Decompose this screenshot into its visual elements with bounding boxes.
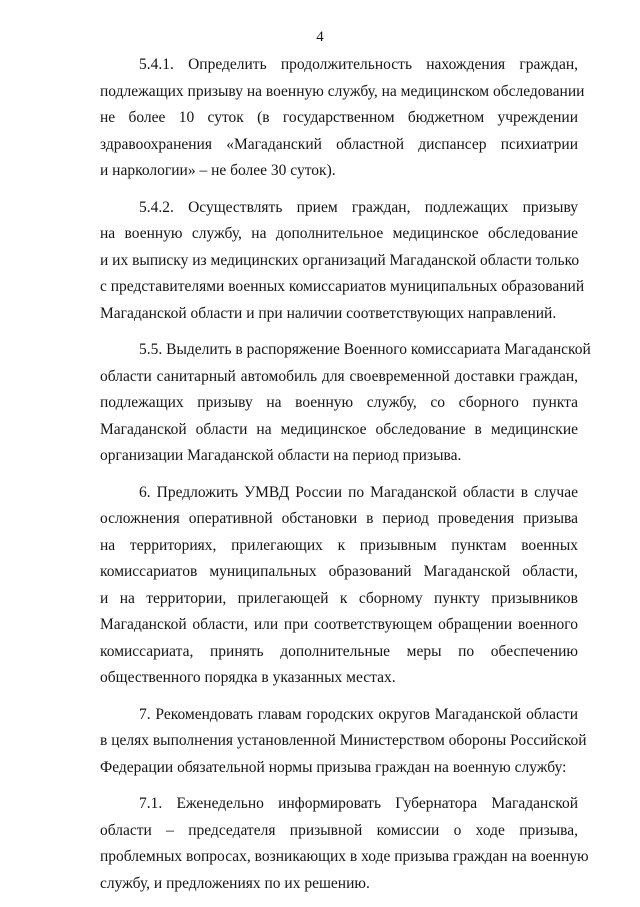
text-line: области санитарный автомобиль для своевременной доставки граждан, [100, 367, 578, 385]
text-line: здравоохранения «Магаданский областной диспансер психиатрии [100, 135, 578, 153]
page-number: 4 [316, 29, 324, 45]
paragraph-5-4-1 [100, 52, 585, 185]
text-line: 5.4.2. Осуществлять прием граждан, подлежащих призыву [139, 198, 578, 216]
text-line: в целях выполнения установленной Министерством обороны Российской [100, 732, 587, 749]
text-line: подлежащих призыву на военную службу, со сборного пункта [100, 394, 578, 411]
text-line: Федерации обязательной нормы призыва граждан на военную службу: [100, 758, 567, 776]
text-line: 7. Рекомендовать главам городских округов Магаданской области [139, 705, 578, 723]
text-line: комиссариата, принять дополнительные меры по обеспечению [100, 642, 578, 660]
text-line: 6. Предложить УМВД России по Магаданской области в случае [139, 483, 578, 501]
text-line: области – председателя призывной комиссии о ходе призыва, [100, 821, 578, 839]
text-line: 5.5. Выделить в распоряжение Военного комиссариата Магаданской [139, 341, 591, 358]
paragraph-6 [100, 480, 578, 692]
text-line: с представителями военных комиссариатов муниципальных образований [100, 278, 585, 295]
text-line: проблемных вопросах, возникающих в ходе призыва граждан на военную [100, 848, 589, 865]
text-line: 7.1. Еженедельно информировать Губернатора Магаданской [139, 795, 578, 812]
paragraph-5-4-2 [100, 195, 585, 328]
text-line: и их выписку из медицинских организаций Магаданской области только [100, 251, 580, 269]
text-line: и на территории, прилегающей к сборному пункту призывников [100, 589, 578, 607]
paragraph-5-5 [100, 337, 591, 470]
paragraph-7-1 [100, 791, 589, 897]
document-body [100, 52, 591, 907]
text-line: подлежащих призыву на военную службу, на медицинском обследовании [100, 82, 585, 100]
text-line: на военную службу, на дополнительное медицинское обследование [100, 225, 578, 242]
text-line: на территориях, прилегающих к призывным пунктам военных [100, 536, 578, 554]
text-line: 5.4.1. Определить продолжительность нахождения граждан, [139, 56, 578, 73]
text-line: не более 10 суток (в государственном бюджетном учреждении [100, 109, 578, 126]
text-line: Магаданской области, или при соответствующем обращении военного [100, 616, 578, 633]
text-line: и наркологии» – не более 30 суток). [100, 162, 336, 179]
text-line: комиссариатов муниципальных образований Магаданской области, [100, 563, 578, 580]
text-line: общественного порядка в указанных местах. [100, 669, 396, 686]
text-line: осложнения оперативной обстановки в период проведения призыва [100, 510, 578, 527]
text-line: Магаданской области на медицинское обследование в медицинские [100, 420, 578, 438]
text-line: Магаданской области и при наличии соответствующих направлений. [100, 304, 557, 322]
paragraph-7 [100, 702, 587, 782]
text-line: организации Магаданской области на период призыва. [100, 447, 462, 464]
text-line: службу, и предложениях по их решению. [100, 874, 370, 892]
